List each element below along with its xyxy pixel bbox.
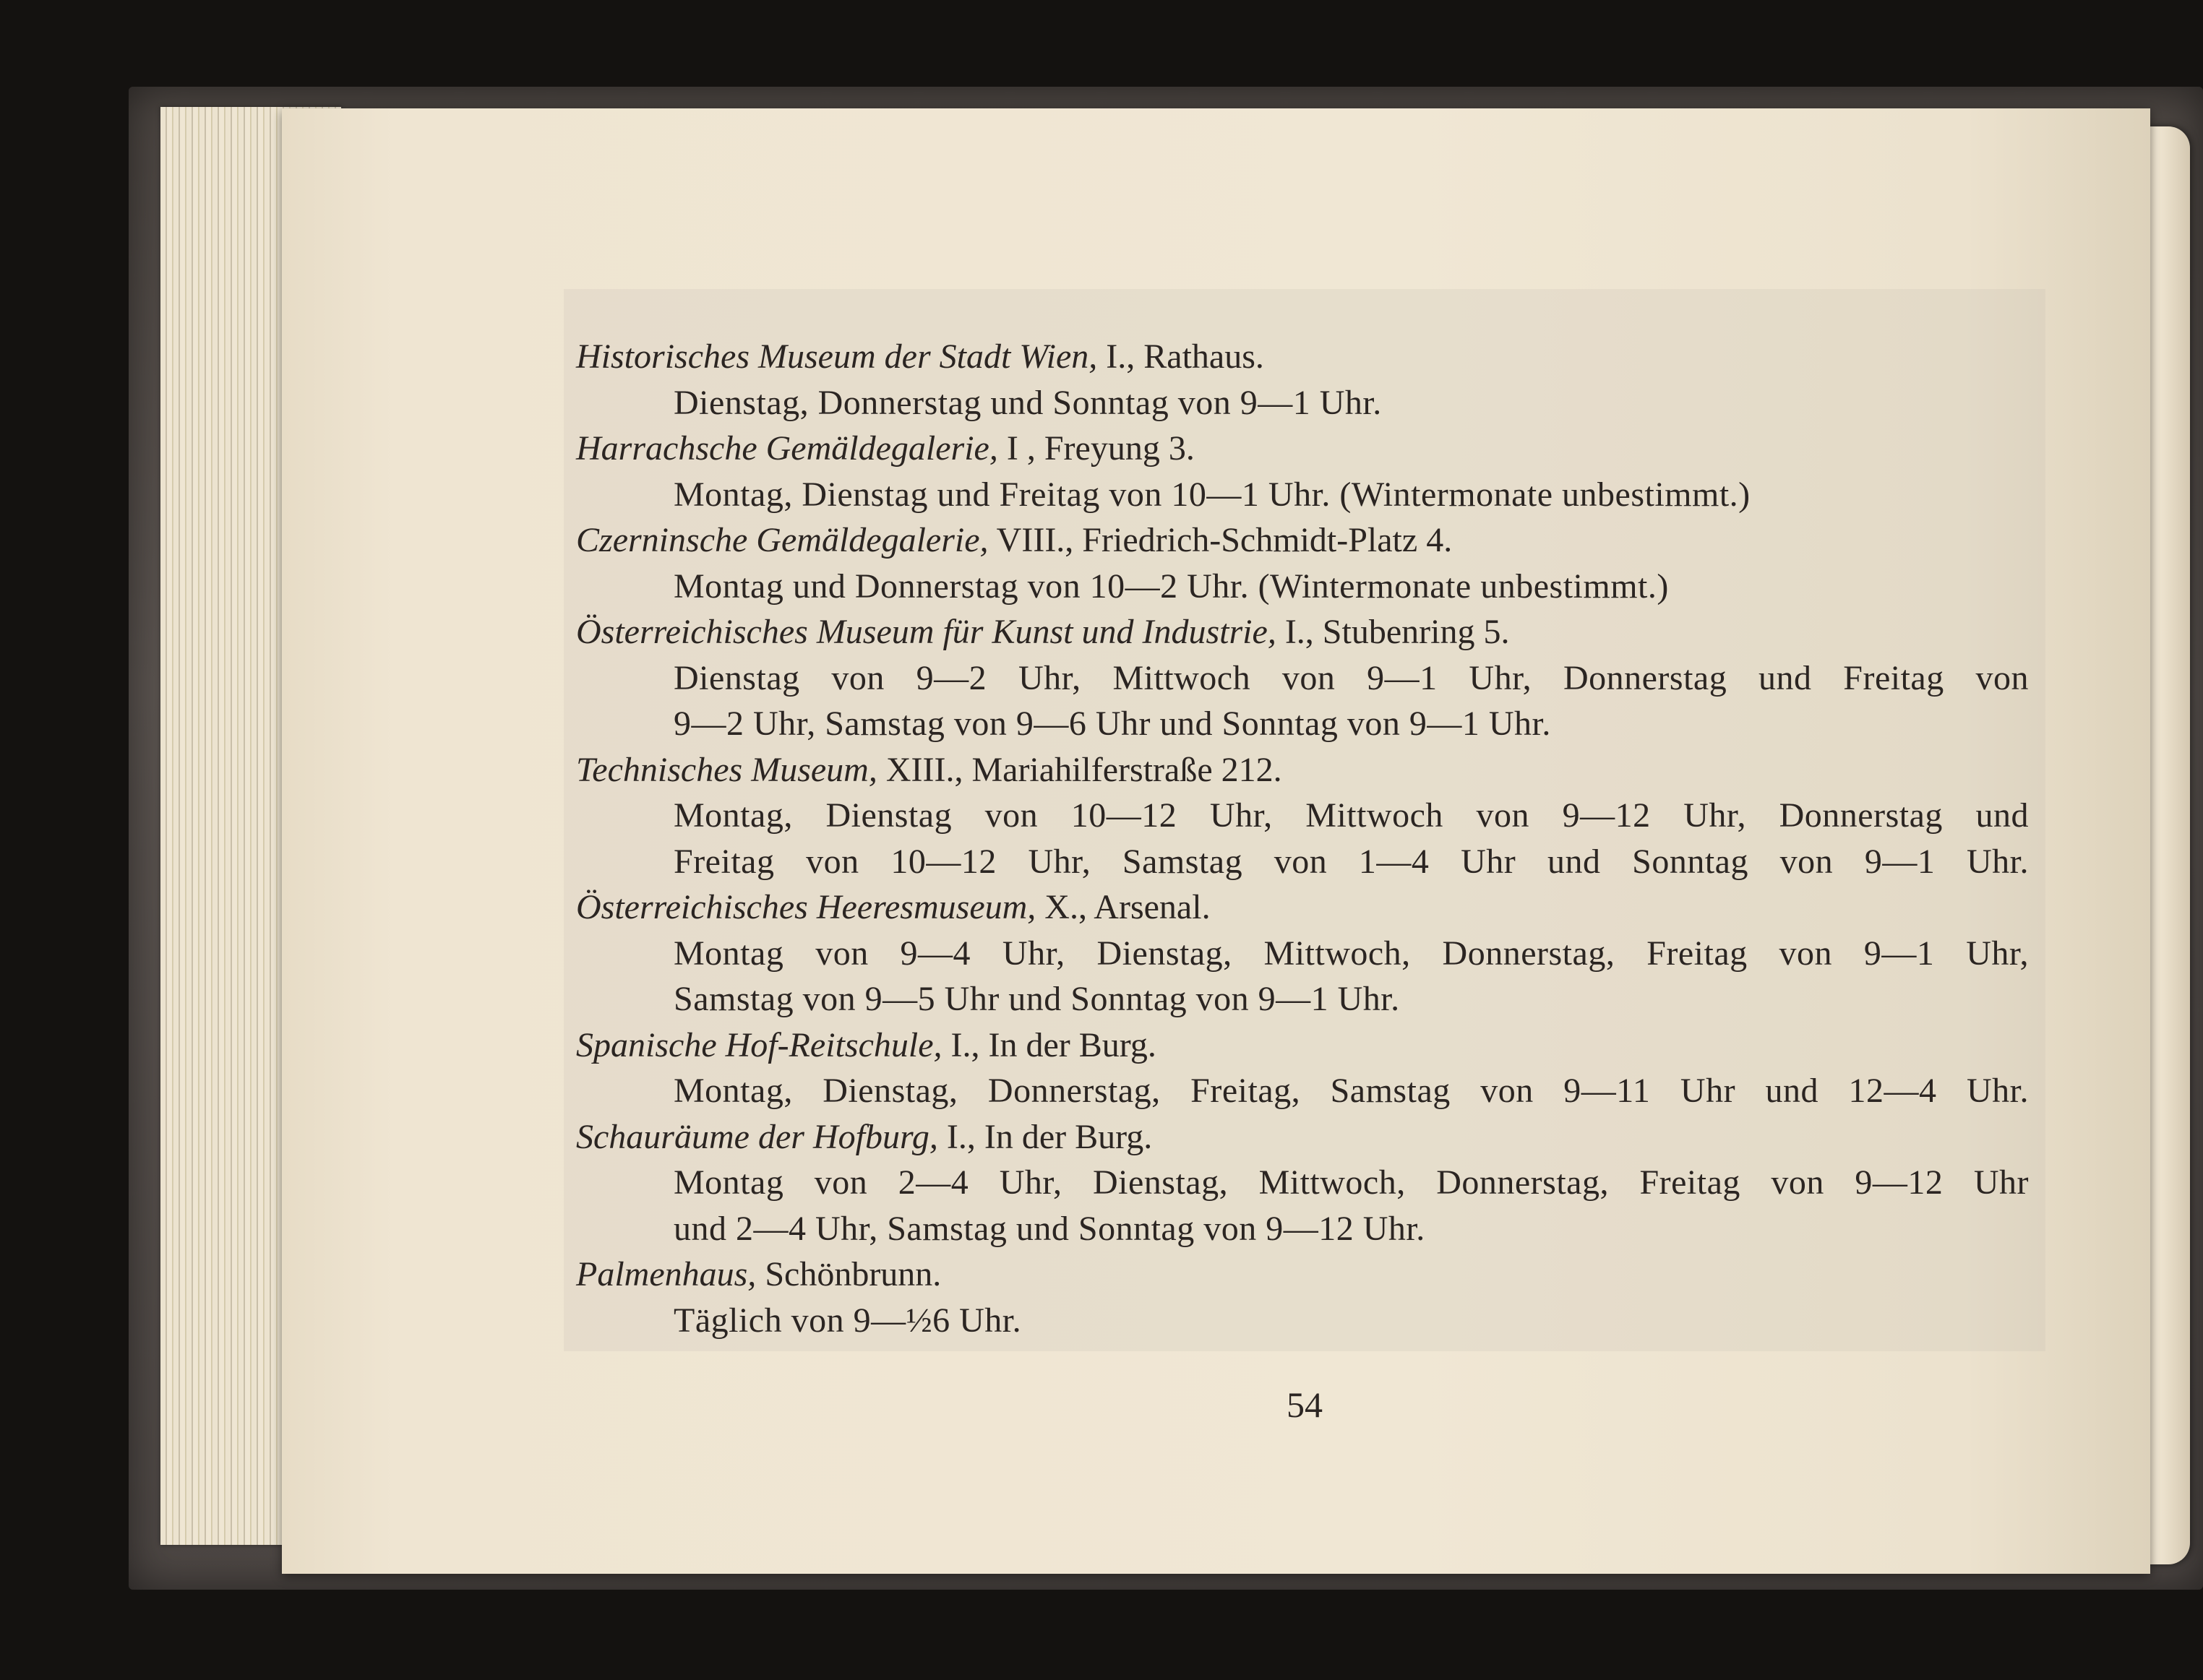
- entry-hours: Freitag von 10—12 Uhr, Samstag von 1—4 Uhr und Sonntag von 9—1 Uhr.: [674, 842, 2029, 881]
- entry-title: Österreichisches Museum für Kunst und Industrie,: [576, 613, 1276, 651]
- entry-title: Schauräume der Hofburg,: [576, 1117, 938, 1156]
- entry-technisches-museum: [576, 747, 2029, 885]
- entry-address: VIII., Friedrich-Schmidt-Platz 4.: [988, 521, 1453, 559]
- entry-address: I , Freyung 3.: [997, 429, 1195, 468]
- entry-address: XIII., Mariahilferstraße 212.: [877, 750, 1282, 789]
- entry-museum-kunst-industrie: [576, 609, 2029, 747]
- entry-address: Schönbrunn.: [756, 1255, 942, 1293]
- entry-title: Spanische Hof-Reitschule,: [576, 1025, 942, 1064]
- entry-hours: Dienstag, Donnerstag und Sonntag von 9—1 Uhr.: [674, 383, 1382, 422]
- entry-hof-reitschule: [576, 1022, 2029, 1114]
- entry-hours: Samstag von 9—5 Uhr und Sonntag von 9—1 Uhr.: [674, 980, 1400, 1018]
- entry-hours: Montag von 2—4 Uhr, Dienstag, Mittwoch, Donnerstag, Freitag von 9—12 Uhr: [674, 1163, 2029, 1202]
- entry-address: I., In der Burg.: [937, 1117, 1153, 1156]
- entry-schauraeume-hofburg: [576, 1114, 2029, 1252]
- entry-heeresmuseum: [576, 884, 2029, 1022]
- entry-hours: Montag und Donnerstag von 10—2 Uhr. (Wintermonate unbestimmt.): [674, 567, 1669, 606]
- entry-czerninsche-galerie: [576, 517, 2029, 609]
- entry-address: I., Rathaus.: [1097, 337, 1264, 376]
- entry-title: Palmenhaus,: [576, 1255, 757, 1293]
- entry-address: I., Stubenring 5.: [1276, 613, 1510, 651]
- entry-title: Österreichisches Heeresmuseum,: [576, 888, 1036, 926]
- museum-hours-list: [576, 334, 2029, 1343]
- entry-hours: Montag, Dienstag und Freitag von 10—1 Uhr. (Wintermonate unbestimmt.): [674, 475, 1751, 514]
- entry-hours: Dienstag von 9—2 Uhr, Mittwoch von 9—1 Uhr, Donnerstag und Freitag von: [674, 658, 2029, 697]
- entry-title: Historisches Museum der Stadt Wien,: [576, 337, 1098, 376]
- entry-hours: Montag, Dienstag von 10—12 Uhr, Mittwoch von 9—12 Uhr, Donnerstag und: [674, 796, 2029, 835]
- page-number: 54: [1287, 1384, 1323, 1425]
- entry-address: I., In der Burg.: [942, 1025, 1156, 1064]
- entry-hours: Montag, Dienstag, Donnerstag, Freitag, Samstag von 9—11 Uhr und 12—4 Uhr.: [674, 1072, 2029, 1110]
- entry-hours: Täglich von 9—½6 Uhr.: [674, 1301, 1022, 1340]
- entry-title: Technisches Museum,: [576, 750, 877, 789]
- entry-hours: Montag von 9—4 Uhr, Dienstag, Mittwoch, Donnerstag, Freitag von 9—1 Uhr,: [674, 934, 2029, 973]
- entry-title: Czerninsche Gemäldegalerie,: [576, 521, 989, 559]
- entry-historisches-museum: [576, 334, 2029, 426]
- entry-address: X., Arsenal.: [1036, 888, 1211, 926]
- entry-hours: und 2—4 Uhr, Samstag und Sonntag von 9—12 Uhr.: [674, 1209, 1425, 1248]
- entry-palmenhaus: [576, 1252, 2029, 1343]
- entry-harrachsche-galerie: [576, 426, 2029, 517]
- entry-hours: 9—2 Uhr, Samstag von 9—6 Uhr und Sonntag von 9—1 Uhr.: [674, 705, 1551, 743]
- entry-title: Harrachsche Gemäldegalerie,: [576, 429, 998, 468]
